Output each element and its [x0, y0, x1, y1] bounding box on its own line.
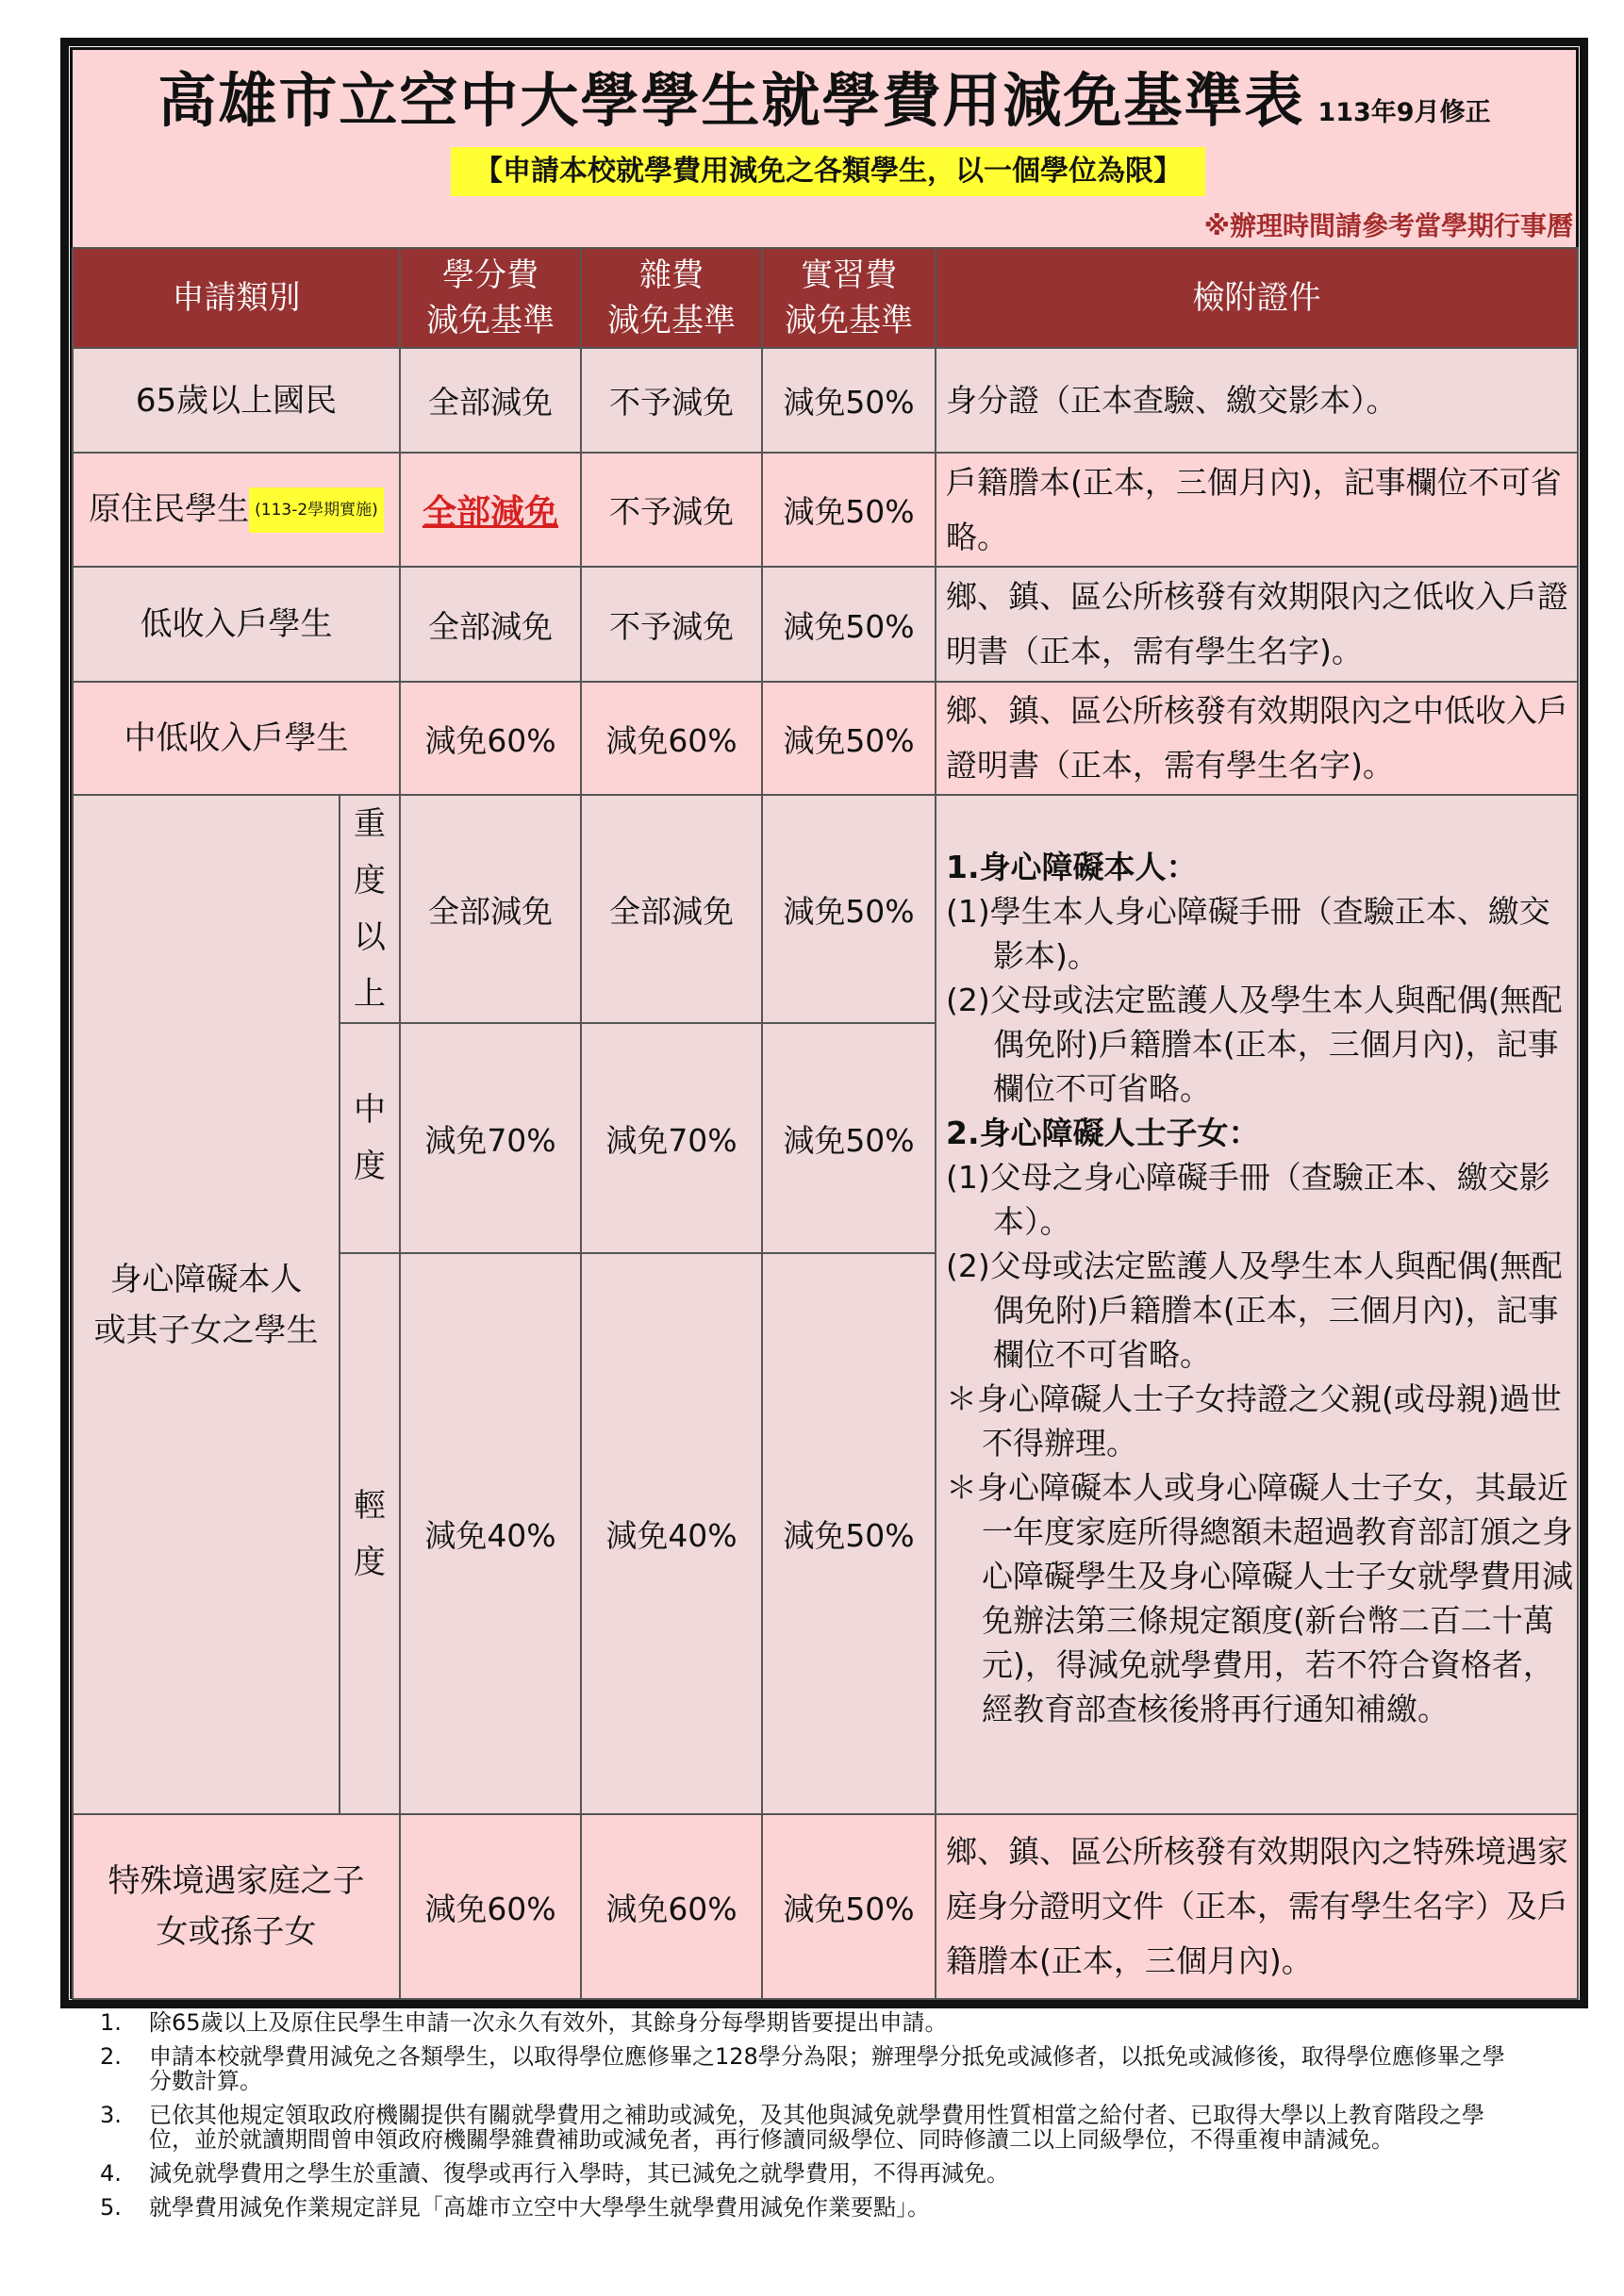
footnote-item: 2. 申請本校就學費用減免之各類學生，以取得學位應修畢之128學分為限；辦理學分抵免或減修者，以抵免或減修後，取得學位應修畢之學分數計算。 — [100, 2043, 1505, 2094]
docs-heading-self: 1.身心障礙本人： — [946, 849, 1198, 885]
credit-cell: 全部減免 — [400, 348, 581, 453]
credit-cell: 減免40% — [400, 1253, 581, 1814]
row-category: 低收入戶學生 — [73, 567, 400, 682]
misc-cell: 減免70% — [581, 1023, 762, 1253]
intern-cell: 減免50% — [762, 1023, 936, 1253]
docs-cell: 戶籍謄本(正本，三個月內)，記事欄位不可省略。 — [936, 453, 1578, 567]
intern-cell: 減免50% — [762, 348, 936, 453]
disability-docs-cell — [936, 795, 1578, 1814]
header-credit: 學分費 減免基準 — [400, 248, 581, 348]
row-category: 原住民學生 (113-2學期實施) — [73, 453, 400, 567]
docs-note: ＊身心障礙人士子女持證之父親(或母親)過世不得辦理。 — [946, 1380, 1562, 1462]
table-header-row — [73, 248, 1578, 348]
misc-cell: 減免60% — [581, 1814, 762, 1999]
misc-cell: 不予減免 — [581, 567, 762, 682]
docs-note: ＊身心障礙本人或身心障礙人士子女，其最近一年度家庭所得總額未超過教育部訂頒之身心障礙學生及身心障礙人士子女就學費用減免辦法第三條規定額度(新台幣二百二十萬元)，得減免就學費用，若不符合資格者，經教育部查核後將再行通知補繳。 — [946, 1469, 1573, 1727]
intern-cell: 減免50% — [762, 682, 936, 795]
intern-cell: 減免50% — [762, 795, 936, 1023]
level-mild: 輕 度 — [340, 1253, 400, 1814]
docs-cell: 鄉、鎮、區公所核發有效期限內之中低收入戶證明書（正本，需有學生名字)。 — [936, 682, 1578, 795]
header-misc: 雜費 減免基準 — [581, 248, 762, 348]
intern-cell: 減免50% — [762, 1814, 936, 1999]
footnote-item: 3. 已依其他規定領取政府機關提供有關就學費用之補助或減免，及其他與減免就學費用性質相當之給付者、已取得大學以上教育階段之學位，並於就讀期間曾申領政府機關學雜費補助或減免者，再行修讀同級學位、同時修讀二以上同級學位，不得重複申請減免。 — [100, 2102, 1484, 2153]
schedule-note: ※辦理時間請參考當學期行事曆 — [1203, 210, 1573, 241]
misc-cell: 不予減免 — [581, 348, 762, 453]
misc-cell: 全部減免 — [581, 795, 762, 1023]
level-severe: 重 度 以 上 — [340, 795, 400, 1023]
table-row — [73, 453, 1578, 567]
intern-cell: 減免50% — [762, 453, 936, 567]
table-row — [73, 682, 1578, 795]
docs-item: (2)父母或法定監護人及學生本人與配偶(無配偶免附)戶籍謄本(正本，三個月內)，記事欄位不可省略。 — [946, 982, 1563, 1107]
table-row — [73, 348, 1578, 453]
page-title — [70, 58, 1579, 156]
row-category: 特殊境遇家庭之子 女或孫子女 — [73, 1814, 400, 1999]
row-category: 65歲以上國民 — [73, 348, 400, 453]
docs-cell: 身分證（正本查驗、繳交影本）。 — [936, 348, 1578, 453]
header-category: 申請類別 — [73, 248, 400, 348]
credit-cell: 全部減免 — [400, 567, 581, 682]
header-docs: 檢附證件 — [936, 248, 1578, 348]
reduction-table — [72, 247, 1579, 2000]
credit-cell: 減免70% — [400, 1023, 581, 1253]
docs-cell: 鄉、鎮、區公所核發有效期限內之低收入戶證明書（正本，需有學生名字)。 — [936, 567, 1578, 682]
misc-cell: 減免40% — [581, 1253, 762, 1814]
level-moderate: 中 度 — [340, 1023, 400, 1253]
intern-cell: 減免50% — [762, 567, 936, 682]
footnote-item: 5. 就學費用減免作業規定詳見「高雄市立空中大學學生就學費用減免作業要點」。 — [100, 2194, 930, 2221]
disability-category: 身心障礙本人 或其子女之學生 — [73, 795, 340, 1814]
credit-cell: 全部減免 — [400, 453, 581, 567]
header-intern: 實習費 減免基準 — [762, 248, 936, 348]
footnote-item: 4. 減免就學費用之學生於重讀、復學或再行入學時，其已減免之就學費用，不得再減免。 — [100, 2160, 1009, 2187]
table-row — [73, 795, 1578, 1023]
subtitle-banner: 【申請本校就學費用減免之各類學生，以一個學位為限】 — [451, 147, 1205, 196]
revision-note: 113年9月修正 — [1317, 98, 1491, 127]
docs-item: (2)父母或法定監護人及學生本人與配偶(無配偶免附)戶籍謄本(正本，三個月內)，記事欄位不可省略。 — [946, 1247, 1563, 1373]
row-category: 中低收入戶學生 — [73, 682, 400, 795]
docs-item: (1)學生本人身心障礙手冊（查驗正本、繳交影本)。 — [946, 893, 1550, 974]
docs-heading-children: 2.身心障礙人士子女： — [946, 1115, 1260, 1151]
footnote-item: 1. 除65歲以上及原住民學生申請一次永久有效外，其餘身分每學期皆要提出申請。 — [100, 2009, 948, 2036]
misc-cell: 不予減免 — [581, 453, 762, 567]
credit-cell: 減免60% — [400, 1814, 581, 1999]
intern-cell: 減免50% — [762, 1253, 936, 1814]
misc-cell: 減免60% — [581, 682, 762, 795]
docs-item: (1)父母之身心障礙手冊（查驗正本、繳交影本）。 — [946, 1159, 1550, 1240]
docs-cell: 鄉、鎮、區公所核發有效期限內之特殊境遇家庭身分證明文件（正本，需有學生名字）及戶籍謄本(正本，三個月內)。 — [936, 1814, 1578, 1999]
table-row — [73, 1814, 1578, 1999]
footnotes — [94, 2010, 1509, 2229]
credit-cell: 全部減免 — [400, 795, 581, 1023]
credit-cell: 減免60% — [400, 682, 581, 795]
title-text: 高雄市立空中大學學生就學費用減免基準表 — [157, 66, 1305, 135]
implementation-note: (113-2學期實施) — [249, 487, 384, 533]
table-row — [73, 567, 1578, 682]
